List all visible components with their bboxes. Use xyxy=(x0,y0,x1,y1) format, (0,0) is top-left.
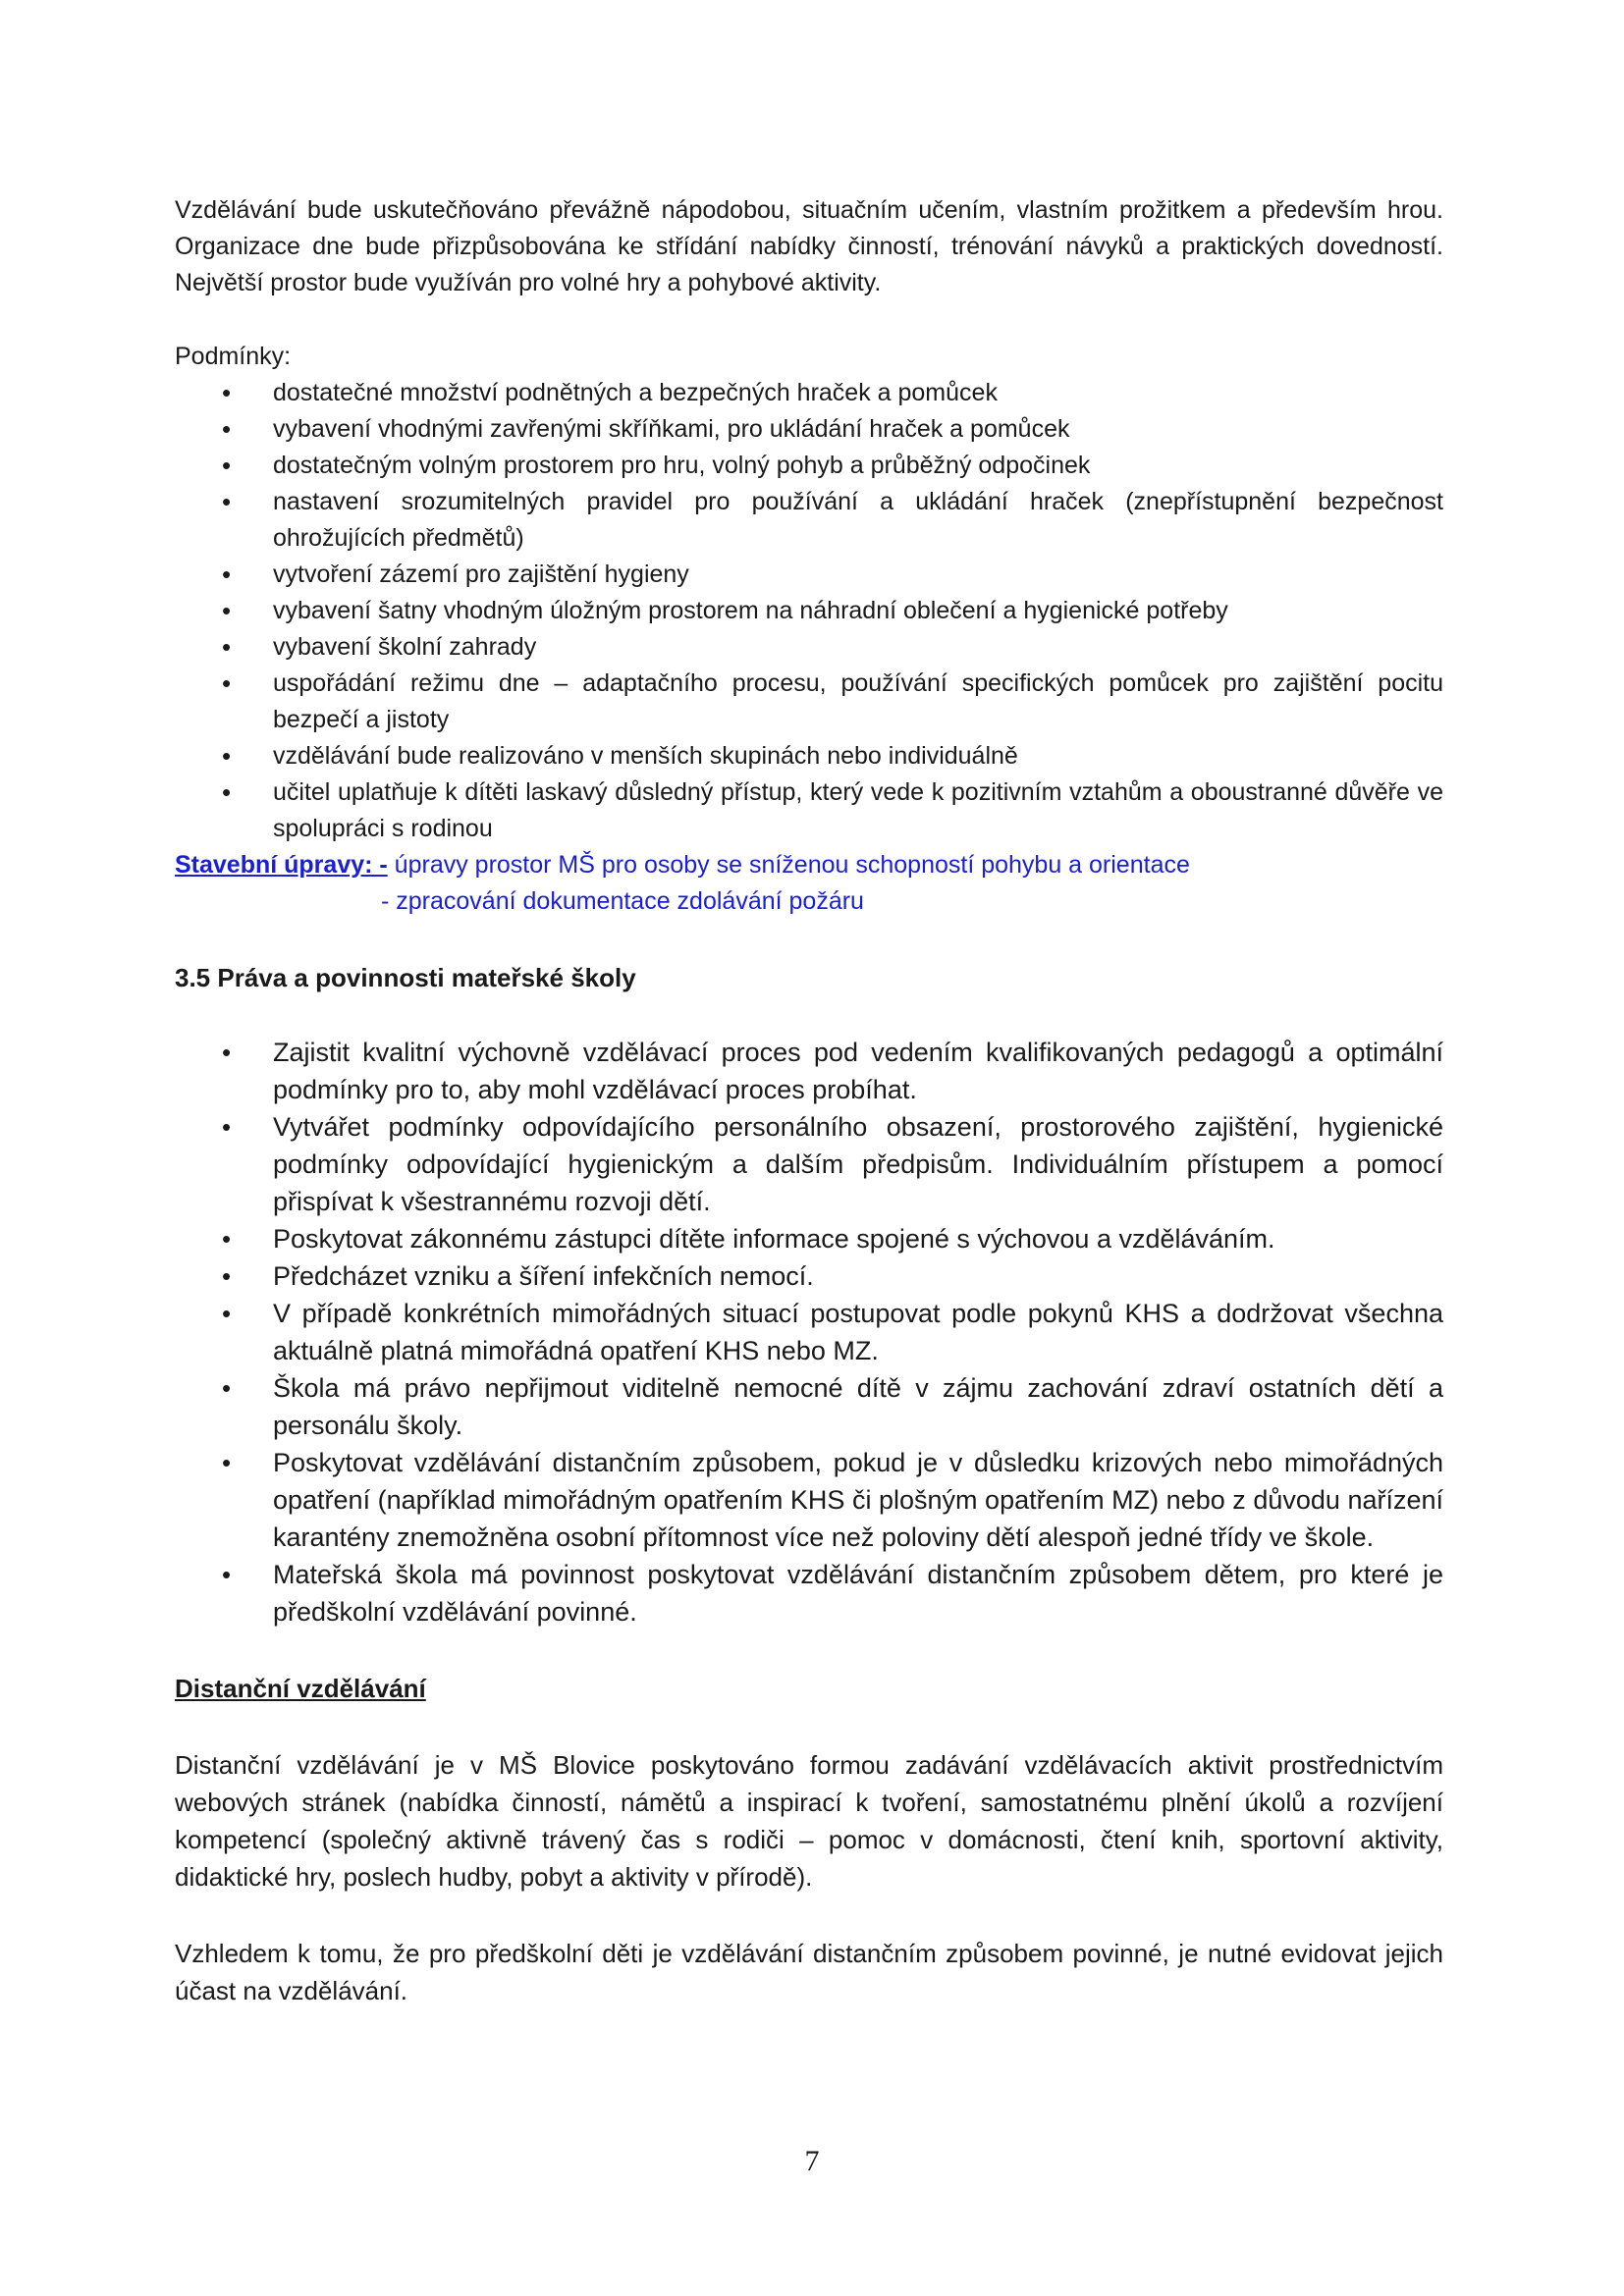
list-item: • V případě konkrétních mimořádných situací postupovat podle pokynů KHS a dodržovat všechna aktuálně platná mimořádná opatření KHS nebo MZ. xyxy=(175,1295,1443,1369)
rights-list xyxy=(175,1034,1443,1630)
building-modifications xyxy=(175,847,1443,920)
list-item: • uspořádání režimu dne – adaptačního procesu, používání specifických pomůcek pro zajištění pocitu bezpečí a jistoty xyxy=(175,666,1443,738)
page-number: 7 xyxy=(804,2145,820,2177)
building-modifications-line2: - zpracování dokumentace zdolávání požáru xyxy=(381,887,864,915)
list-item: • Vytvářet podmínky odpovídajícího personálního obsazení, prostorového zajištění, hygienické podmínky odpovídající hygienickým a dalším předpisům. Individuálním přístupem a pomocí přispívat k všestrannému rozvoji dětí. xyxy=(175,1108,1443,1220)
list-item: • dostatečným volným prostorem pro hru, volný pohyb a průběžný odpočinek xyxy=(175,448,1443,484)
list-item: • Zajistit kvalitní výchovně vzdělávací proces pod vedením kvalifikovaných pedagogů a optimální podmínky pro to, aby mohl vzdělávací proces probíhat. xyxy=(175,1034,1443,1108)
list-item: • učitel uplatňuje k dítěti laskavý důsledný přístup, který vede k pozitivním vztahům a oboustranné důvěře ve spolupráci s rodinou xyxy=(175,774,1443,847)
conditions-label: Podmínky: xyxy=(175,343,292,370)
conditions-list xyxy=(175,375,1443,847)
list-item: • Mateřská škola má povinnost poskytovat vzdělávání distančním způsobem dětem, pro které je předškolní vzdělávání povinné. xyxy=(175,1556,1443,1630)
document-page xyxy=(175,192,1443,2009)
building-modifications-label: Stavební úpravy: - xyxy=(175,851,388,879)
list-item: • Poskytovat vzdělávání distančním způsobem, pokud je v důsledku krizových nebo mimořádných opatření (například mimořádným opatřením KHS či plošným opatřením MZ) nebo z důvodu nařízení karantény znemožněna osobní přítomnost více než poloviny dětí alespoň jedné třídy ve škole. xyxy=(175,1444,1443,1556)
list-item: • vzdělávání bude realizováno v menších skupinách nebo individuálně xyxy=(175,738,1443,774)
list-item: • Škola má právo nepřijmout viditelně nemocné dítě v zájmu zachování zdraví ostatních dětí a personálu školy. xyxy=(175,1369,1443,1444)
distance-paragraph: Distanční vzdělávání je v MŠ Blovice poskytováno formou zadávání vzdělávacích aktivit prostřednictvím webových stránek (nabídka činností, námětů a inspirací k tvoření, samostatnému plnění úkolů a rozvíjení kompetencí (společný aktivně trávený čas s rodiči – pomoc v domácnosti, čtení knih, sportovní aktivity, didaktické hry, poslech hudby, pobyt a aktivity v přírodě). xyxy=(175,1750,1443,1892)
distance-heading: Distanční vzdělávání xyxy=(175,1674,426,1703)
list-item: • Poskytovat zákonnému zástupci dítěte informace spojené s výchovou a vzděláváním. xyxy=(175,1220,1443,1257)
building-modifications-line1: úpravy prostor MŠ pro osoby se sníženou schopností pohybu a orientace xyxy=(387,851,1190,879)
list-item: • vytvoření zázemí pro zajištění hygieny xyxy=(175,557,1443,593)
list-item: • vybavení školní zahrady xyxy=(175,629,1443,666)
list-item: • vybavení vhodnými zavřenými skříňkami, pro ukládání hraček a pomůcek xyxy=(175,411,1443,448)
list-item: • dostatečné množství podnětných a bezpečných hraček a pomůcek xyxy=(175,375,1443,411)
list-item: • Předcházet vzniku a šíření infekčních nemocí. xyxy=(175,1257,1443,1295)
section-heading: 3.5 Práva a povinnosti mateřské školy xyxy=(175,963,636,992)
list-item: • nastavení srozumitelných pravidel pro používání a ukládání hraček (znepřístupnění bezpečnost ohrožujících předmětů) xyxy=(175,484,1443,557)
intro-paragraph: Vzdělávání bude uskutečňováno převážně nápodobou, situačním učením, vlastním prožitkem a především hrou. Organizace dne bude přizpůsobována ke střídání nabídky činností, trénování návyků a praktických dovedností. Největší prostor bude využíván pro volné hry a pohybové aktivity. xyxy=(175,196,1443,296)
distance-paragraph: Vzhledem k tomu, že pro předškolní děti je vzdělávání distančním způsobem povinné, je nutné evidovat jejich účast na vzdělávání. xyxy=(175,1939,1443,2005)
list-item: • vybavení šatny vhodným úložným prostorem na náhradní oblečení a hygienické potřeby xyxy=(175,593,1443,629)
